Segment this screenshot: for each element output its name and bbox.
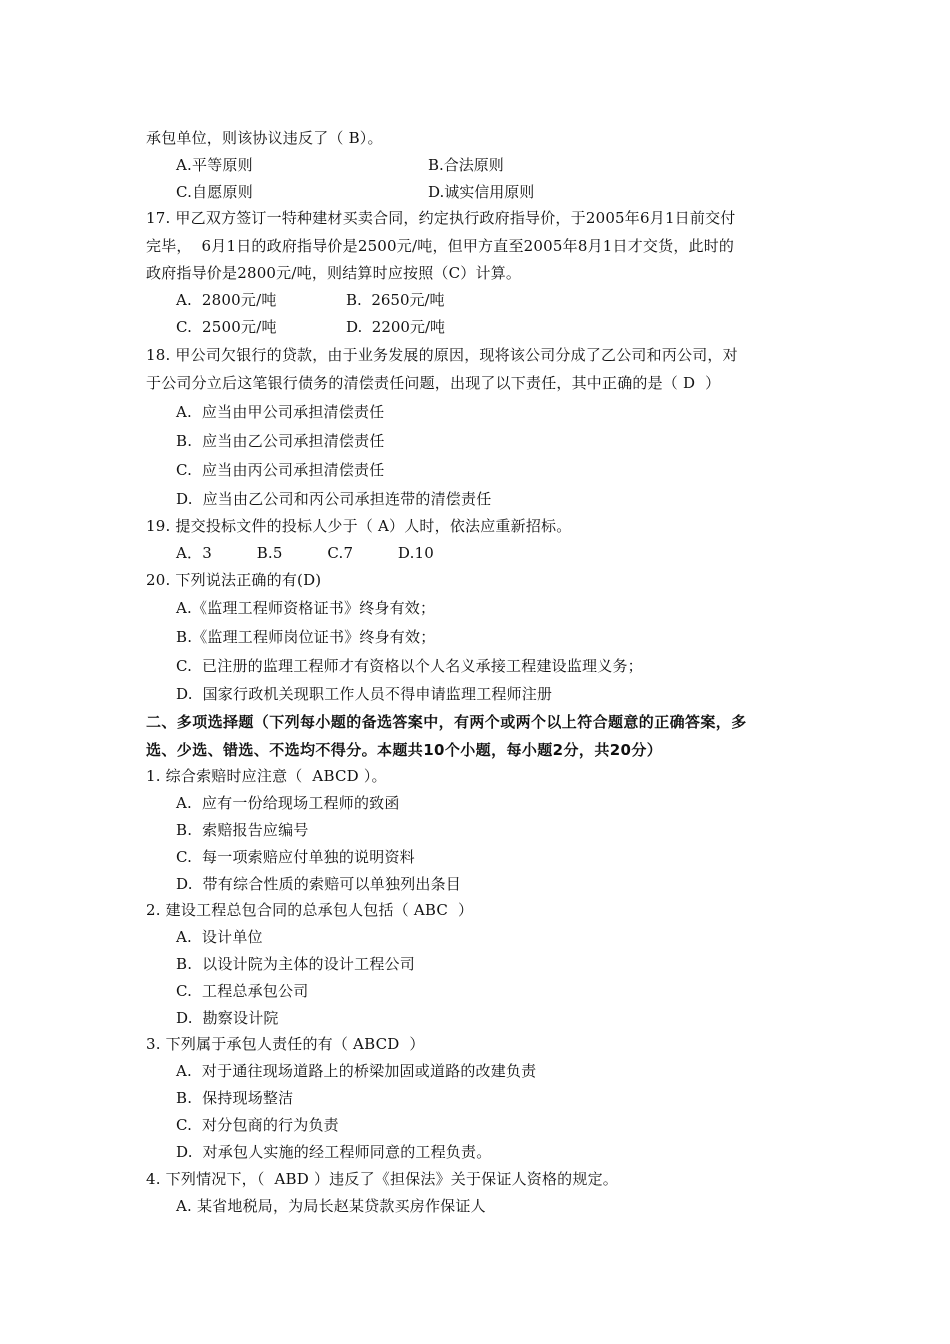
question-line: 3. 下列属于承包人责任的有（ ABCD ） — [146, 1035, 425, 1053]
option-line: A. 对于通往现场道路上的桥梁加固或道路的改建负责 — [176, 1062, 537, 1080]
option-line: C. 对分包商的行为负责 — [176, 1116, 339, 1134]
question-line: 1. 综合索赔时应注意（ ABCD ）。 — [146, 767, 387, 785]
text-line: 完毕， 6月1日的政府指导价是2500元/吨，但甲方直至2005年8月1日才交货，此时的 — [146, 237, 735, 255]
option-line: A. 设计单位 — [176, 928, 263, 946]
option-line: D. 带有综合性质的索赔可以单独列出条目 — [176, 875, 461, 893]
option-line: A．3 B.5 C.7 D.10 — [176, 544, 435, 562]
text-line: 政府指导价是2800元/吨，则结算时应按照（C）计算。 — [146, 264, 522, 282]
option-line: A.《监理工程师资格证书》终身有效； — [176, 599, 436, 617]
question-line: 4. 下列情况下，（ ABD ）违反了《担保法》关于保证人资格的规定。 — [146, 1170, 618, 1188]
question-line: 20. 下列说法正确的有(D) — [146, 571, 322, 589]
option-line: B. 应当由乙公司承担清偿责任 — [176, 432, 385, 450]
section-heading: 二、多项选择题（下列每小题的备选答案中，有两个或两个以上符合题意的正确答案，多 — [146, 713, 747, 731]
option-line: C. 已注册的监理工程师才有资格以个人名义承接工程建设监理义务； — [176, 657, 643, 675]
option-line: A. 2800元/吨 — [176, 291, 277, 309]
option-line: D. 应当由乙公司和丙公司承担连带的清偿责任 — [176, 490, 492, 508]
option-line: D. 国家行政机关现职工作人员不得申请监理工程师注册 — [176, 685, 553, 703]
option-line: A.平等原则 — [176, 156, 253, 174]
option-line: C. 工程总承包公司 — [176, 982, 309, 1000]
option-line: B. 2650元/吨 — [346, 291, 445, 309]
option-line: D. 对承包人实施的经工程师同意的工程负责。 — [176, 1143, 492, 1161]
question-line: 19. 提交投标文件的投标人少于（ A）人时，依法应重新招标。 — [146, 517, 572, 535]
question-line: 2. 建设工程总包合同的总承包人包括（ ABC ） — [146, 901, 474, 919]
option-line: D. 2200元/吨 — [346, 318, 446, 336]
text-line: 于公司分立后这笔银行债务的清偿责任问题，出现了以下责任，其中正确的是（ D ） — [146, 374, 721, 392]
option-line: C. 应当由丙公司承担清偿责任 — [176, 461, 385, 479]
option-line: C.自愿原则 — [176, 183, 253, 201]
option-line: D.诚实信用原则 — [428, 183, 535, 201]
option-line: C. 2500元/吨 — [176, 318, 277, 336]
text-line: 承包单位，则该协议违反了（ B）。 — [146, 129, 383, 147]
option-line: B. 以设计院为主体的设计工程公司 — [176, 955, 415, 973]
question-line: 18. 甲公司欠银行的贷款，由于业务发展的原因，现将该公司分成了乙公司和丙公司，对 — [146, 346, 738, 364]
option-line: B.《监理工程师岗位证书》终身有效； — [176, 628, 436, 646]
option-line: B.合法原则 — [428, 156, 504, 174]
option-line: C. 每一项索赔应付单独的说明资料 — [176, 848, 415, 866]
option-line: B. 索赔报告应编号 — [176, 821, 309, 839]
option-line: A. 某省地税局，为局长赵某贷款买房作保证人 — [176, 1197, 486, 1215]
option-line: A. 应当由甲公司承担清偿责任 — [176, 403, 385, 421]
option-line: D. 勘察设计院 — [176, 1009, 279, 1027]
section-heading: 选、少选、错选、不选均不得分。本题共10个小题，每小题2分，共20分） — [146, 741, 663, 759]
option-line: A. 应有一份给现场工程师的致函 — [176, 794, 400, 812]
option-line: B. 保持现场整洁 — [176, 1089, 294, 1107]
question-line: 17. 甲乙双方签订一特种建材买卖合同，约定执行政府指导价，于2005年6月1日前交付 — [146, 209, 736, 227]
